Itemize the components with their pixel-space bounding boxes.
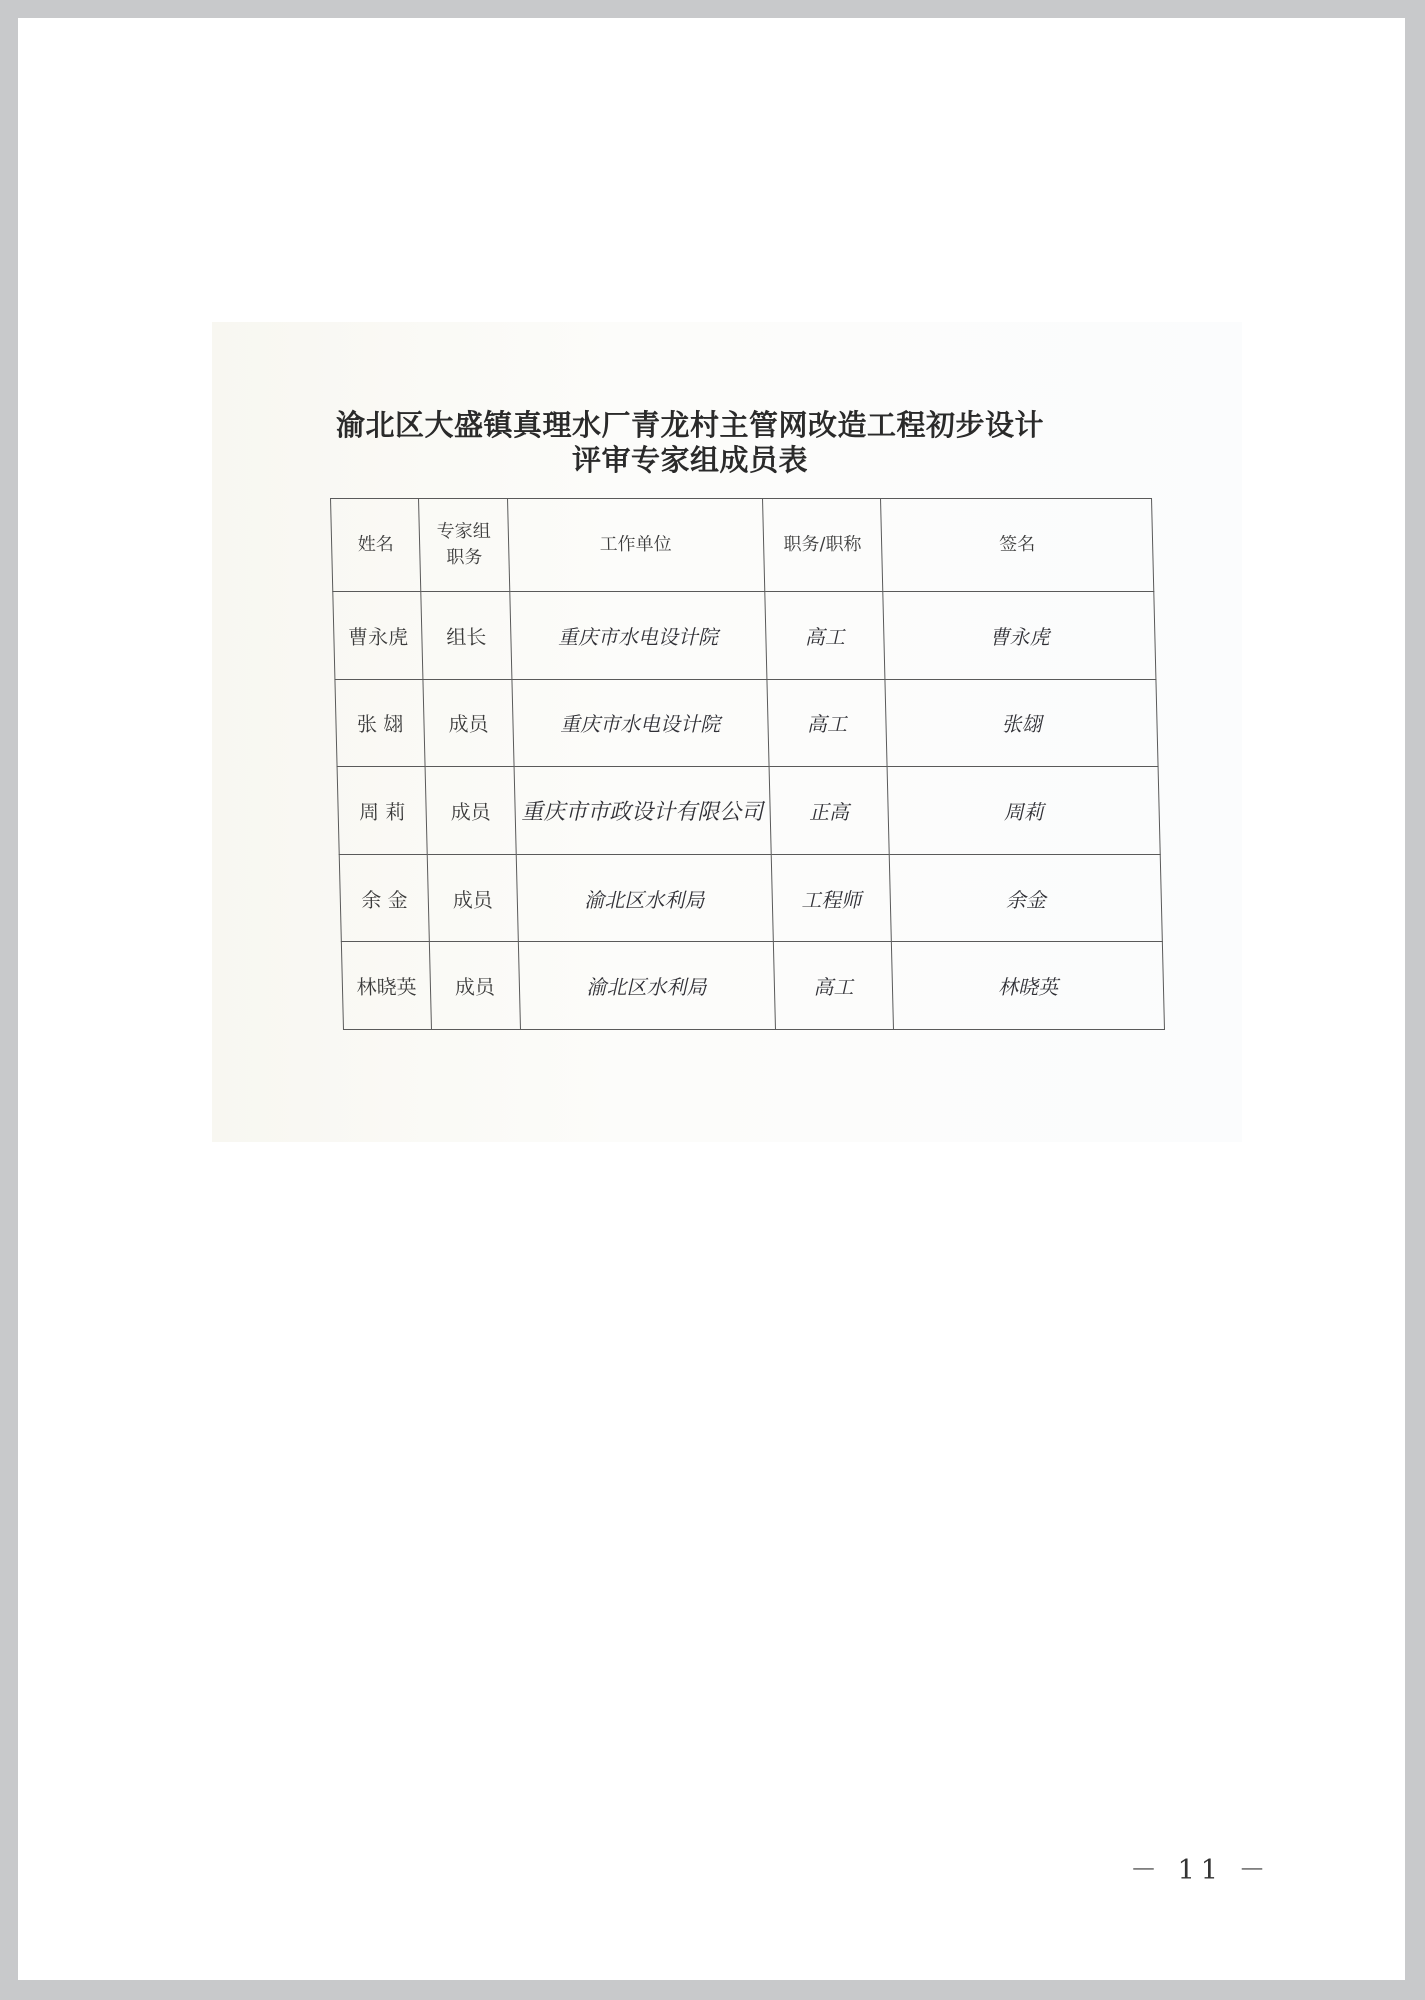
- cell-unit: 渝北区水利局: [516, 854, 773, 942]
- table-row: [333, 592, 1156, 680]
- header-title: 职务/职称: [762, 499, 883, 592]
- cell-unit: 渝北区水利局: [518, 942, 775, 1030]
- cell-signature: 张翃: [885, 679, 1158, 767]
- cell-signature: 余金: [889, 854, 1162, 942]
- title-line-2: 评审专家组成员表: [571, 443, 808, 477]
- cell-signature: 曹永虎: [883, 592, 1156, 680]
- table-row: [339, 854, 1162, 942]
- header-signature: 签名: [881, 499, 1154, 592]
- cell-name: 周 莉: [337, 767, 427, 855]
- cell-role: 成员: [430, 942, 520, 1030]
- cell-signature: 周莉: [887, 767, 1160, 855]
- cell-title: 正高: [769, 767, 890, 855]
- cell-role: 成员: [427, 854, 517, 942]
- expert-roster-table: [330, 498, 1165, 1030]
- cell-unit: 重庆市水电设计院: [511, 679, 768, 767]
- cell-title: 高工: [764, 592, 885, 680]
- title-line-1: 渝北区大盛镇真理水厂青龙村主管网改造工程初步设计: [335, 408, 1044, 442]
- cell-title: 高工: [773, 942, 894, 1030]
- header-role-line1: 专家组: [436, 521, 491, 542]
- table-row: [337, 767, 1160, 855]
- cell-name: 林晓英: [341, 942, 431, 1030]
- table-row: [341, 942, 1164, 1030]
- page-number: － 11 －: [1130, 1855, 1272, 1886]
- header-role-line2: 职务: [446, 547, 483, 568]
- cell-role: 成员: [423, 679, 513, 767]
- cell-unit: 重庆市市政设计有限公司: [514, 767, 771, 855]
- cell-title: 高工: [766, 679, 887, 767]
- cell-name: 曹永虎: [333, 592, 423, 680]
- cell-name: 张 翃: [335, 679, 425, 767]
- cell-signature: 林晓英: [891, 942, 1164, 1030]
- cell-name: 余 金: [339, 854, 429, 942]
- cell-role: 成员: [425, 767, 515, 855]
- cell-role: 组长: [421, 592, 511, 680]
- header-unit: 工作单位: [507, 499, 764, 592]
- header-name: 姓名: [331, 499, 422, 592]
- cell-title: 工程师: [771, 854, 892, 942]
- table-row: [335, 679, 1158, 767]
- document-title: [300, 408, 1080, 478]
- cell-unit: 重庆市水电设计院: [509, 592, 766, 680]
- table-header-row: [331, 499, 1154, 592]
- header-role: [419, 499, 510, 592]
